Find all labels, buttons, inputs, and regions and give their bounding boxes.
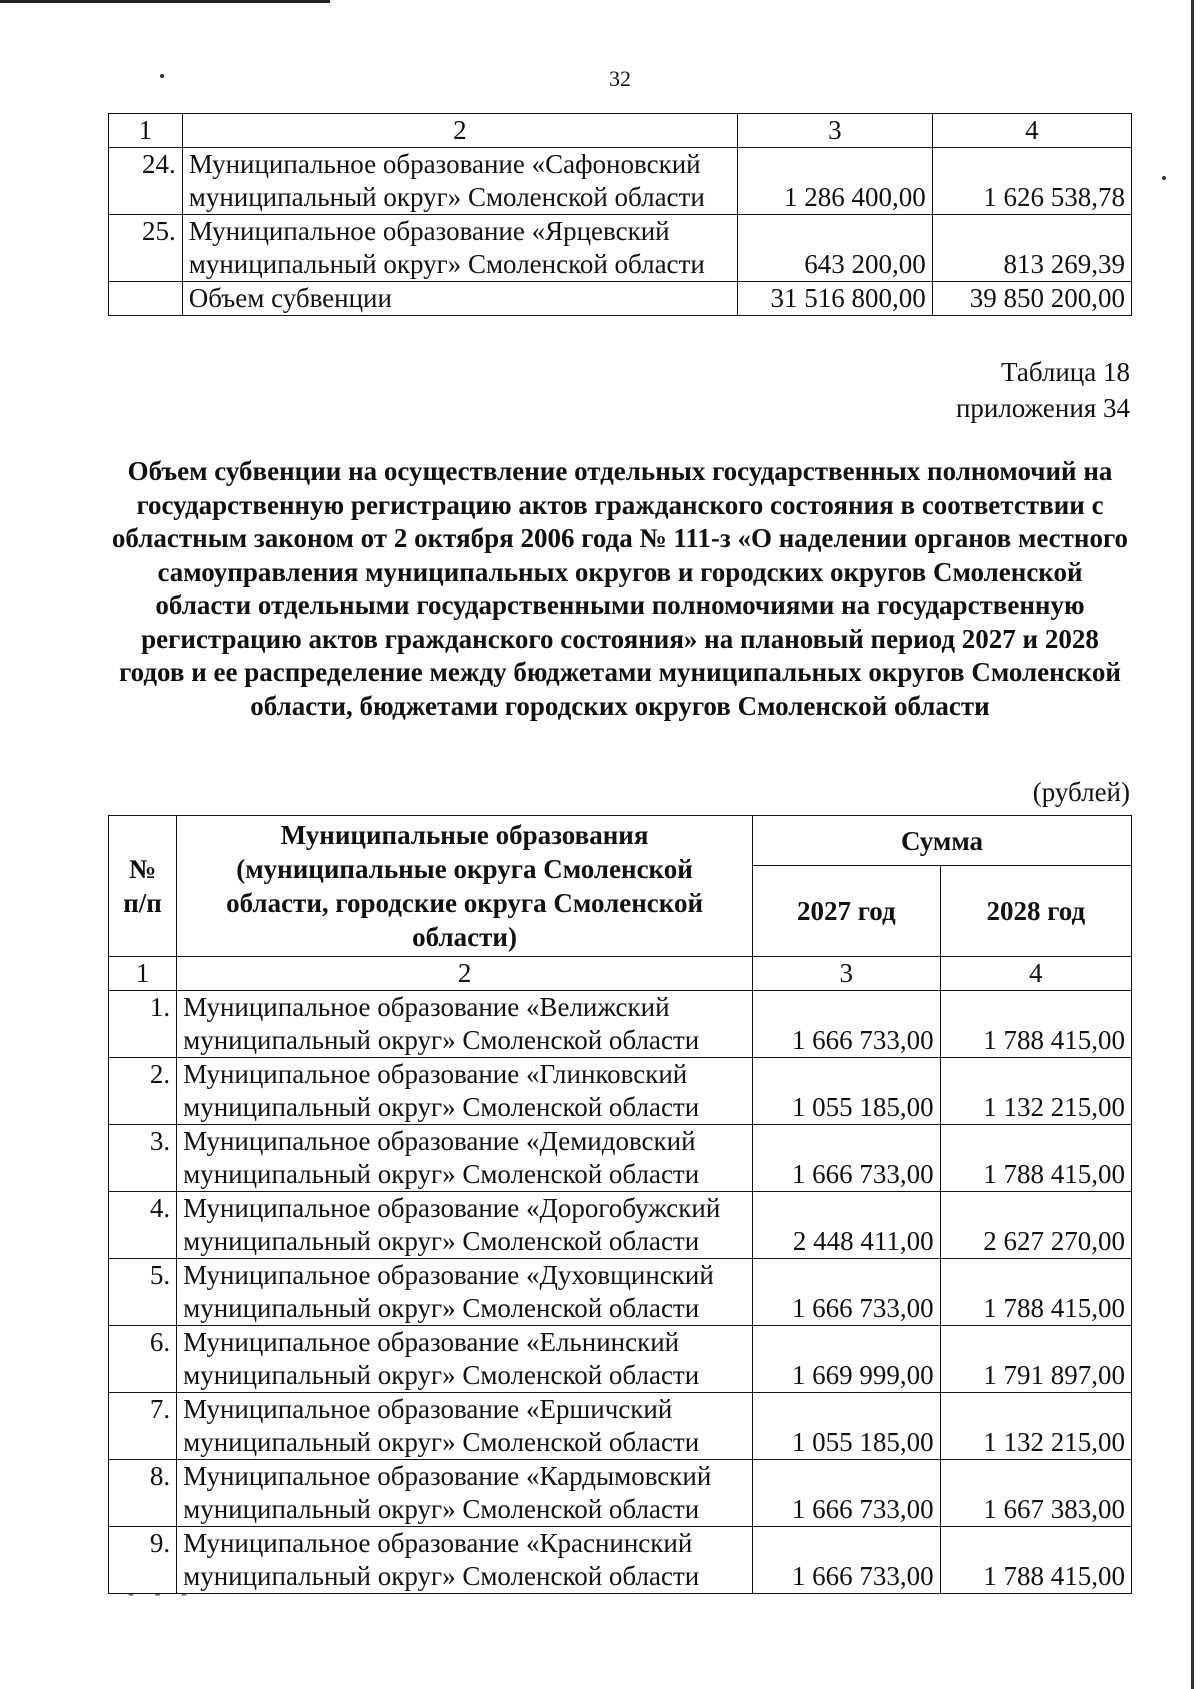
total-2027: 31 516 800,00	[737, 282, 932, 316]
row-number: 7.	[109, 1393, 177, 1460]
table-caption-number: Таблица 18	[1001, 357, 1130, 387]
header-year-2028: 2028 год	[940, 866, 1131, 957]
municipality-name: Муниципальное образование «Демидовский муниципальный округ» Смоленской области	[177, 1125, 753, 1192]
municipality-name: Муниципальное образование «Кардымовский муниципальный округ» Смоленской области	[177, 1460, 753, 1527]
value-2027: 1 666 733,00	[753, 1460, 941, 1527]
table-row	[109, 1192, 1132, 1259]
table-row	[109, 1393, 1132, 1460]
table-row	[109, 1259, 1132, 1326]
index-cell: 4	[932, 114, 1131, 148]
value-2027: 1 666 733,00	[753, 991, 941, 1058]
row-number: 5.	[109, 1259, 177, 1326]
row-number: 25.	[109, 215, 183, 282]
index-cell: 1	[109, 957, 177, 991]
table-title: Объем субвенции на осуществление отдельных государственных полномочий на государственную регистрацию актов гражданского состояния в соответствии с областным законом от 2 октября 2006 года № 111-з «О наделении органов местного самоуправления муниципальных округов и городских округов Смоленской области отдельными государственными полномочиями на государственную регистрацию актов гражданского состояния» на плановый период 2027 и 2028 годов и ее распределение между бюджетами муниципальных округов Смоленской области, бюджетами городских округов Смоленской области	[111, 456, 1129, 721]
empty-cell	[109, 282, 183, 316]
table-row	[109, 1326, 1132, 1393]
total-label: Объем субвенции	[182, 282, 737, 316]
table-continuation	[108, 113, 1132, 316]
value-2027: 1 055 185,00	[753, 1058, 941, 1125]
scan-artifact-top-line	[0, 0, 330, 3]
value-2027: 1 666 733,00	[753, 1125, 941, 1192]
value-2028: 1 788 415,00	[940, 1259, 1131, 1326]
total-2028: 39 850 200,00	[932, 282, 1131, 316]
table-index-row	[109, 957, 1132, 991]
municipality-name: Муниципальное образование «Ершичский муниципальный округ» Смоленской области	[177, 1393, 753, 1460]
index-cell: 3	[753, 957, 941, 991]
value-2027: 643 200,00	[737, 215, 932, 282]
value-2028: 1 788 415,00	[940, 1527, 1131, 1594]
municipality-name: Муниципальное образование «Дорогобужский муниципальный округ» Смоленской области	[177, 1192, 753, 1259]
table-caption-appendix: приложения 34	[955, 393, 1130, 423]
value-2028: 1 791 897,00	[940, 1326, 1131, 1393]
page-number: 32	[609, 66, 631, 91]
municipality-name: Муниципальное образование «Глинковский муниципальный округ» Смоленской области	[177, 1058, 753, 1125]
value-2027: 1 666 733,00	[753, 1527, 941, 1594]
table-row	[109, 1460, 1132, 1527]
header-municipality: Муниципальные образования (муниципальные округа Смоленской области, городские округа Смоленской области)	[177, 816, 753, 957]
header-number: № п/п	[109, 816, 177, 957]
unit-note: (рублей)	[1032, 777, 1130, 807]
value-2028: 1 788 415,00	[940, 1125, 1131, 1192]
municipality-name: Муниципальное образование «Сафоновский муниципальный округ» Смоленской области	[182, 148, 737, 215]
value-2028: 1 788 415,00	[940, 991, 1131, 1058]
scan-artifact-right-edge	[1191, 0, 1194, 1689]
municipality-name: Муниципальное образование «Ярцевский муниципальный округ» Смоленской области	[182, 215, 737, 282]
value-2028: 1 626 538,78	[932, 148, 1131, 215]
table-row	[109, 1527, 1132, 1594]
municipality-name: Муниципальное образование «Краснинский муниципальный округ» Смоленской области	[177, 1527, 753, 1594]
row-number: 1.	[109, 991, 177, 1058]
header-sum: Сумма	[753, 816, 1132, 866]
row-number: 3.	[109, 1125, 177, 1192]
row-number: 6.	[109, 1326, 177, 1393]
scan-speck	[1162, 176, 1166, 180]
table-index-row	[109, 114, 1132, 148]
table-row	[109, 1058, 1132, 1125]
table-caption	[956, 354, 1130, 426]
row-number: 4.	[109, 1192, 177, 1259]
table-header-row	[109, 816, 1132, 866]
table-row	[109, 991, 1132, 1058]
index-cell: 3	[737, 114, 932, 148]
index-cell: 2	[182, 114, 737, 148]
header-year-2027: 2027 год	[753, 866, 941, 957]
row-number: 8.	[109, 1460, 177, 1527]
scan-artifact-dots: - - -	[128, 1583, 195, 1603]
value-2027: 1 055 185,00	[753, 1393, 941, 1460]
total-row	[109, 282, 1132, 316]
table-row	[109, 215, 1132, 282]
table-body	[109, 991, 1132, 1594]
value-2028: 1 132 215,00	[940, 1393, 1131, 1460]
value-2028: 1 132 215,00	[940, 1058, 1131, 1125]
index-cell: 1	[109, 114, 183, 148]
index-cell: 4	[940, 957, 1131, 991]
table-row	[109, 1125, 1132, 1192]
index-cell: 2	[177, 957, 753, 991]
row-number: 2.	[109, 1058, 177, 1125]
value-2027: 1 666 733,00	[753, 1259, 941, 1326]
value-2028: 2 627 270,00	[940, 1192, 1131, 1259]
value-2028: 813 269,39	[932, 215, 1131, 282]
subvention-table	[108, 815, 1132, 1594]
municipality-name: Муниципальное образование «Духовщинский муниципальный округ» Смоленской области	[177, 1259, 753, 1326]
municipality-name: Муниципальное образование «Ельнинский муниципальный округ» Смоленской области	[177, 1326, 753, 1393]
municipality-name: Муниципальное образование «Велижский муниципальный округ» Смоленской области	[177, 991, 753, 1058]
value-2027: 1 286 400,00	[737, 148, 932, 215]
table-row	[109, 148, 1132, 215]
value-2027: 1 669 999,00	[753, 1326, 941, 1393]
row-number: 9.	[109, 1527, 177, 1594]
value-2028: 1 667 383,00	[940, 1460, 1131, 1527]
value-2027: 2 448 411,00	[753, 1192, 941, 1259]
row-number: 24.	[109, 148, 183, 215]
